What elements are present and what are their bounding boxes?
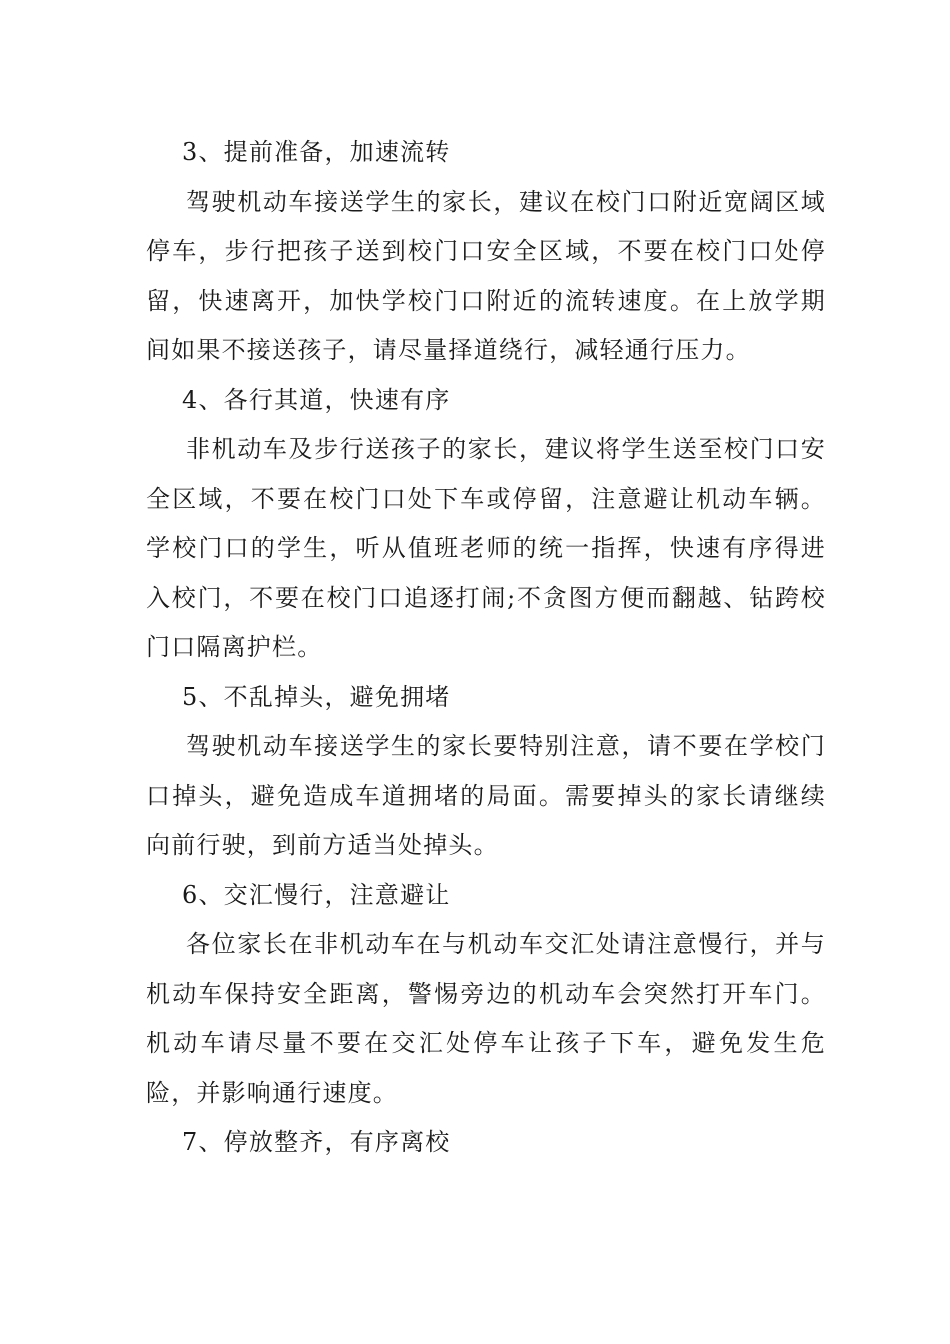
section-paragraph: 非机动车及步行送孩子的家长，建议将学生送至校门口安全区域，不要在校门口处下车或停留，注意避让机动车辆。学校门口的学生，听从值班老师的统一指挥，快速有序得进入校门，不要在校门口追逐打闹;不贪图方便而翻越、钻跨校门口隔离护栏。 — [146, 435, 826, 661]
section-paragraph: 驾驶机动车接送学生的家长，建议在校门口附近宽阔区域停车，步行把孩子送到校门口安全区域，不要在校门口处停留，快速离开，加快学校门口附近的流转速度。在上放学期间如果不接送孩子，请尽量择道绕行，减轻通行压力。 — [146, 187, 826, 364]
section-heading: 6、交汇慢行，注意避让 — [182, 880, 451, 909]
section-heading: 5、不乱掉头，避免拥堵 — [182, 682, 451, 711]
section-paragraph: 各位家长在非机动车在与机动车交汇处请注意慢行，并与机动车保持安全距离，警惕旁边的机动车会突然打开车门。机动车请尽量不要在交汇处停车让孩子下车，避免发生危险，并影响通行速度。 — [146, 930, 826, 1107]
section-heading: 4、各行其道，快速有序 — [182, 385, 451, 414]
section-paragraph: 驾驶机动车接送学生的家长要特别注意，请不要在学校门口掉头，避免造成车道拥堵的局面。需要掉头的家长请继续向前行驶，到前方适当处掉头。 — [146, 732, 826, 859]
section-heading: 3、提前准备，加速流转 — [182, 138, 451, 166]
document-content — [146, 128, 826, 1168]
section-heading: 7、停放整齐，有序离校 — [182, 1128, 451, 1156]
